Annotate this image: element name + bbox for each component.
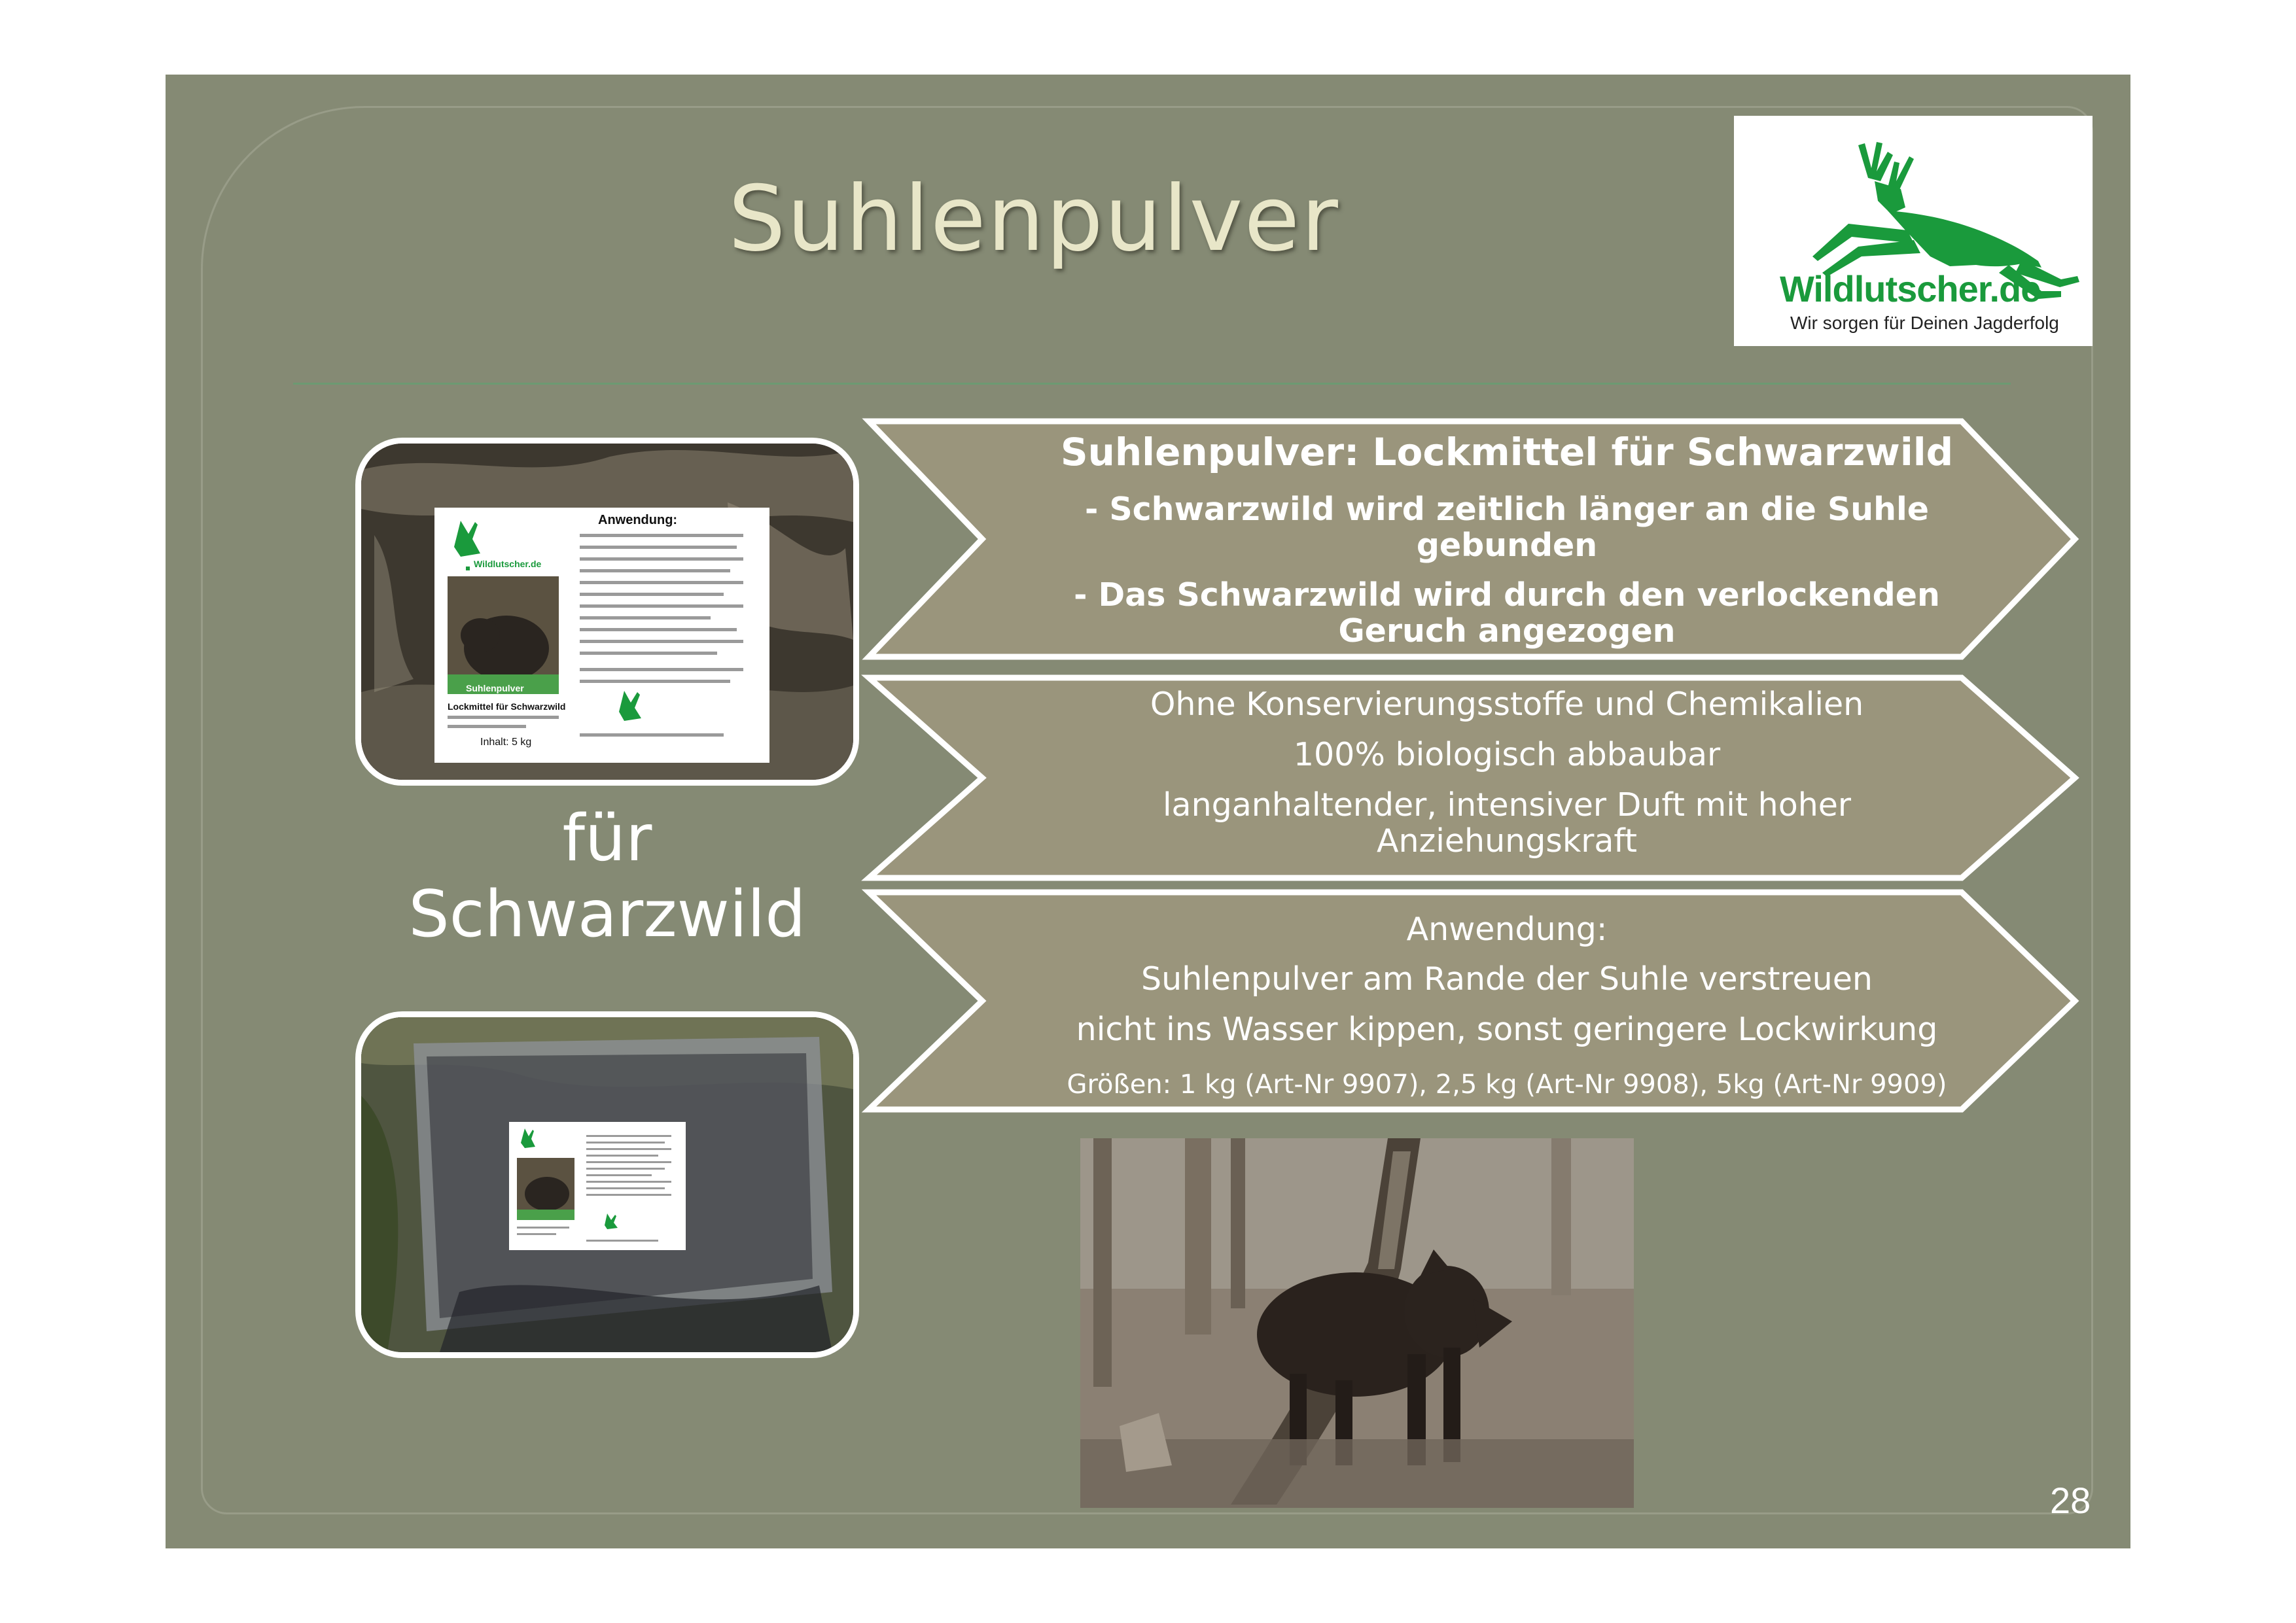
label-product-name: Lockmittel für Schwarzwild bbox=[448, 701, 566, 712]
arrow2-line2: 100% biologisch abbaubar bbox=[1293, 736, 1721, 773]
logo-tagline: Wir sorgen für Deinen Jagderfolg bbox=[1790, 313, 2059, 333]
arrow2-line3b: Anziehungskraft bbox=[1376, 822, 1637, 860]
arrow1-point2-line2: Geruch angezogen bbox=[1338, 612, 1676, 650]
label-content: Inhalt: 5 kg bbox=[480, 737, 532, 748]
label-badge: Suhlenpulver bbox=[466, 683, 524, 693]
arrow2-line1: Ohne Konservierungsstoffe und Chemikalien bbox=[1150, 686, 1864, 723]
label-brand: Wildlutscher.de bbox=[474, 559, 542, 569]
arrow3-line2: nicht ins Wasser kippen, sonst geringere Lockwirkung bbox=[1076, 1011, 1938, 1048]
wild-boar-photo bbox=[1080, 1138, 1634, 1508]
caption-line-2: Schwarzwild bbox=[408, 877, 806, 952]
label-heading: Anwendung: bbox=[598, 513, 678, 527]
slide-title: Suhlenpulver bbox=[728, 166, 1339, 271]
logo-brand-text: Wildlutscher.de bbox=[1780, 268, 2041, 309]
arrow1-point1-line1: - Schwarzwild wird zeitlich länger an die Suhle bbox=[1084, 491, 1930, 528]
arrow1-point2-line1: - Das Schwarzwild wird durch den verlockenden bbox=[1074, 576, 1940, 614]
caption-line-1: für bbox=[562, 801, 652, 876]
slide bbox=[166, 75, 2130, 1548]
wild-boar-icon bbox=[1080, 1138, 1634, 1508]
page-number: 28 bbox=[2050, 1480, 2091, 1521]
arrow2-line3a: langanhaltender, intensiver Duft mit hoher bbox=[1162, 786, 1852, 824]
arrow1-headline: Suhlenpulver: Lockmittel für Schwarzwild bbox=[1060, 430, 1954, 474]
arrow3-heading: Anwendung: bbox=[1406, 911, 1608, 948]
arrow3-line1: Suhlenpulver am Rande der Suhle verstreuen bbox=[1141, 960, 1873, 998]
arrow1-point1-line2: gebunden bbox=[1416, 527, 1598, 564]
arrow3-sizes: Größen: 1 kg (Art-Nr 9907), 2,5 kg (Art-Nr 9908), 5kg (Art-Nr 9909) bbox=[1067, 1070, 1947, 1100]
